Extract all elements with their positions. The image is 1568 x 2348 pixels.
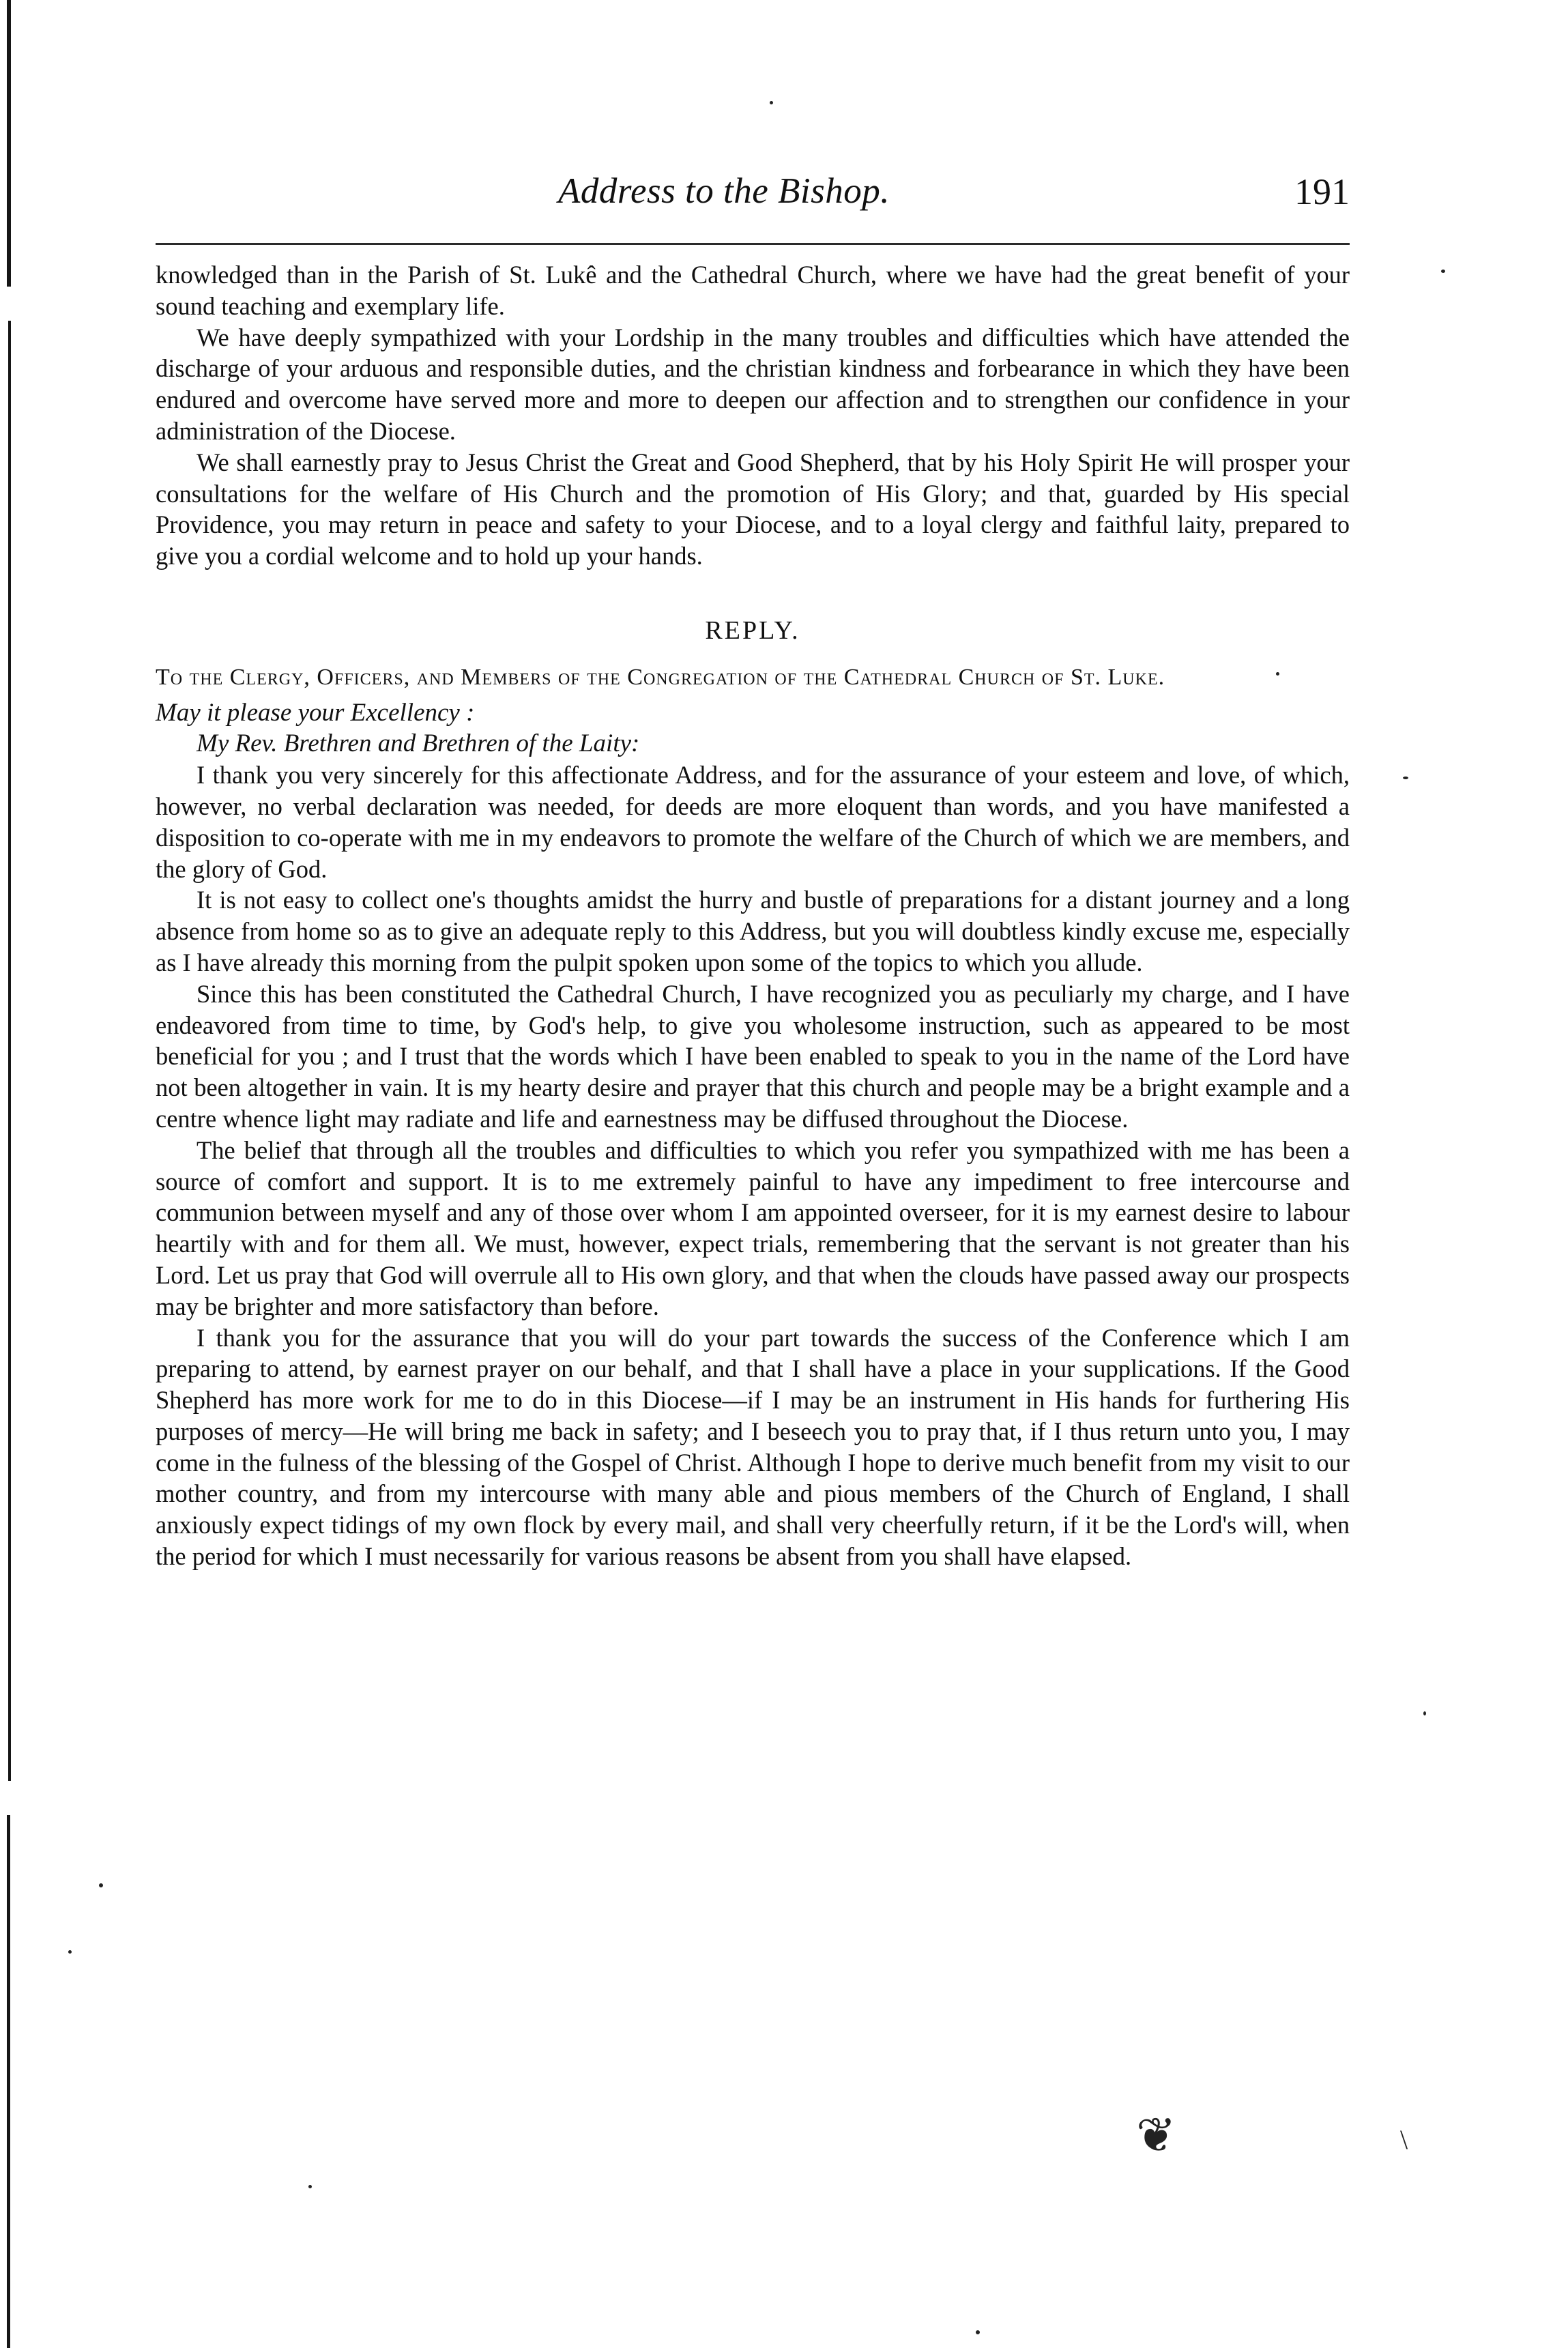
scan-speck <box>99 1883 103 1887</box>
body-text <box>156 259 1350 1572</box>
binding-shadow-bottom <box>7 1815 10 2348</box>
reply-salutation-brethren: My Rev. Brethren and Brethren of the Laity: <box>197 729 640 758</box>
address-paragraph: knowledged than in the Parish of St. Lukê and the Cathedral Church, where we have had the great benefit of your sound teaching and exemplary life. <box>156 261 1350 320</box>
reply-heading: REPLY. <box>705 615 800 645</box>
reply-paragraph: Since this has been constituted the Cathedral Church, I have recognized you as peculiarly my charge, and I have endeavored from time to time, by God's help, to give you wholesome instruction, such as appeared to be most beneficial for you ; and I trust that the words which I have been enabled to speak to you in the name of the Lord have not been altogether in vain. It is my hearty desire and prayer that this church and people may be a bright example and a centre whence light may radiate and life and earnestness may be diffused throughout the Diocese. <box>156 979 1350 1133</box>
reply-addressee: To the Clergy, Officers, and Members of the Congregation of the Cathedral Church of St. Luke. <box>156 664 1165 690</box>
scan-speck <box>68 1950 72 1954</box>
address-paragraph: We have deeply sympathized with your Lordship in the many troubles and difficulties which have attended the discharge of your arduous and responsible duties, and the christian kindness and forbearance in which they have been endured and overcome have served more and more to deepen our affection and to strengthen our confidence in your administration of the Diocese. <box>156 323 1350 445</box>
scan-speck <box>308 2185 312 2188</box>
scan-speck <box>1403 777 1408 779</box>
scan-speck <box>1423 1711 1426 1715</box>
binding-shadow-top <box>7 0 11 287</box>
reply-paragraph: I thank you for the assurance that you will do your part towards the success of the Conference which I am preparing to attend, by earnest prayer on our behalf, and that I shall have a place in your supplications. If the Good Shepherd has more work for me to do in this Diocese—if I may be an instrument in His hands for furthering His purposes of mercy—He will bring me back in safety; and I beseech you to pray that, if I thus return unto you, I may come in the fulness of the blessing of the Gospel of Christ. Although I hope to derive much benefit from my visit to our mother country, and from my intercourse with many able and pious members of the Church of England, I shall anxiously expect tidings of my own flock by every mail, and shall very cheerfully return, if it be the Lord's will, when the period for which I must necessarily for various reasons be absent from you shall have elapsed. <box>156 1323 1350 1571</box>
reply-salutation-excellency: May it please your Excellency : <box>156 698 475 727</box>
ink-blot-mark: ❦ <box>1136 2110 1176 2162</box>
scan-speck <box>1441 270 1445 273</box>
address-paragraph: We shall earnestly pray to Jesus Christ the Great and Good Shepherd, that by his Holy Spirit He will prosper your consultations for the welfare of His Church and the promotion of His Glory; and that, guarded by His special Providence, you may return in peace and safety to your Diocese, and to a loyal clergy and faithful laity, prepared to give you a cordial welcome and to hold up your hands. <box>156 448 1350 570</box>
reply-paragraph: It is not easy to collect one's thoughts amidst the hurry and bustle of preparations for a distant journey and a long absence from home so as to give an adequate reply to this Address, but you will doubtless kindly excuse me, especially as I have already this morning from the pulpit spoken upon some of the topics to which you allude. <box>156 886 1350 976</box>
running-head <box>156 171 1350 225</box>
margin-tick-mark: \ <box>1400 2124 1408 2155</box>
header-rule <box>156 243 1350 245</box>
reply-paragraph: The belief that through all the troubles and difficulties to which you refer you sympathized with me has been a source of comfort and support. It is to me extremely painful to have any impediment to free intercourse and communion between myself and any of those over whom I am appointed overseer, for it is my earnest desire to labour heartily with and for them all. We must, however, expect trials, remembering that the servant is not greater than his Lord. Let us pray that God will overrule all to His own glory, and that when the clouds have passed away our prospects may be brighter and more satisfactory than before. <box>156 1135 1350 1320</box>
scan-speck <box>976 2330 980 2334</box>
running-title: Address to the Bishop. <box>558 171 890 211</box>
scan-speck <box>770 101 773 104</box>
binding-shadow-middle <box>8 321 11 1781</box>
page-number: 191 <box>1294 171 1350 212</box>
book-page <box>156 171 1350 1572</box>
binding-edge <box>0 0 15 2348</box>
reply-paragraph: I thank you very sincerely for this affectionate Address, and for the assurance of your esteem and love, of which, however, no verbal declaration was needed, for deeds are more eloquent than words, and you have manifested a disposition to co-operate with me in my endeavors to promote the welfare of the Church of which we are members, and the glory of God. <box>156 761 1350 883</box>
